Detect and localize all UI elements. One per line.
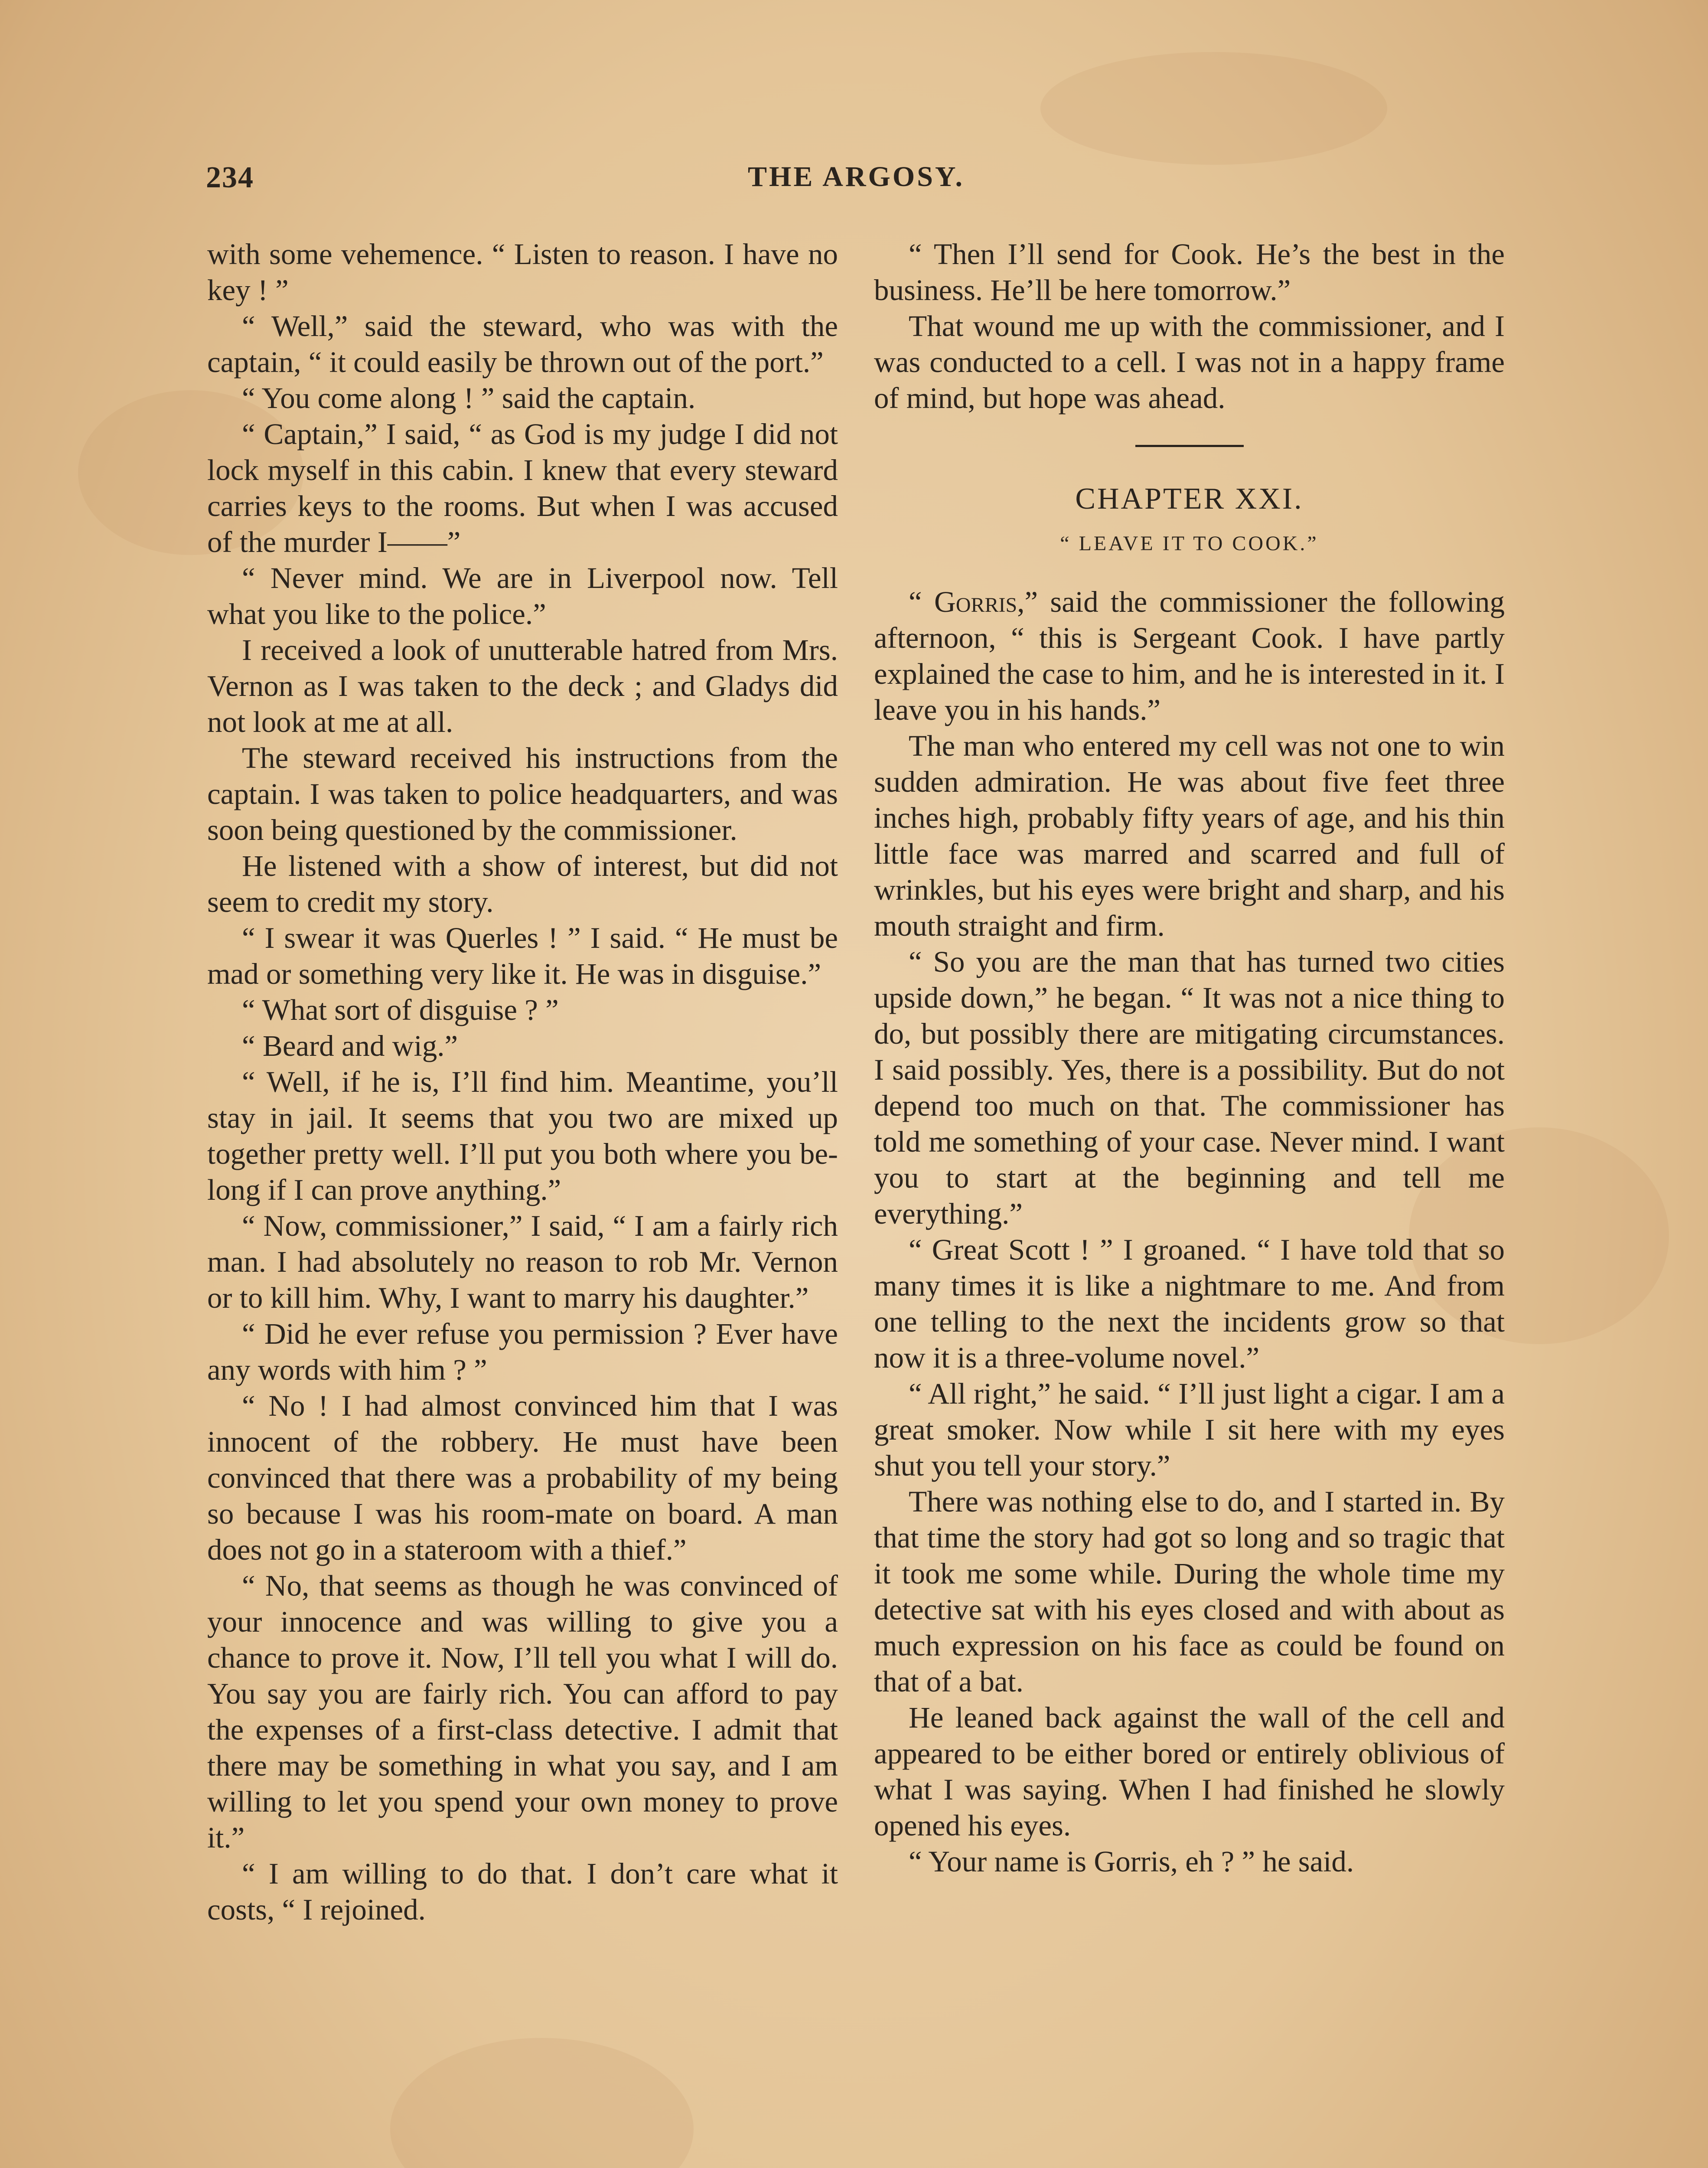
paragraph: “ No ! I had almost convinced him that I was innocent of the robbery. He must have been convinced that there was a probability of my being so because I was his room-mate on board. A man does not go in a stateroom with a thief.” <box>207 1389 838 1566</box>
paragraph: “ Captain,” I said, “ as God is my judge I did not lock myself in this cabin. I knew that every steward carries keys to the rooms. But when I was accused of the murder I——” <box>207 418 838 558</box>
paragraph <box>874 584 1505 728</box>
paragraph: “ Did he ever refuse you permission ? Ever have any words with him ? ” <box>207 1317 838 1386</box>
paragraph: “ So you are the man that has turned two cities upside down,” he began. “ It was not a nice thing to do, but possibly there are mitigating circumstances. I said possibly. Yes, there is a possibility. But do not depend too much on that. The commissioner has told me something of your case. Never mind. I want you to start at the beginning and tell me everything.” <box>874 945 1505 1230</box>
paragraph: “ Well,” said the steward, who was with the captain, “ it could easily be thrown out of the port.” <box>207 310 838 379</box>
running-title: THE ARGOSY. <box>747 161 965 193</box>
paragraph: “ What sort of disguise ? ” <box>242 993 559 1026</box>
paragraph: “ I swear it was Querles ! ” I said. “ He must be mad or something very like it. He was in disguise.” <box>207 921 838 990</box>
paper-stain <box>390 2038 694 2168</box>
right-column <box>874 236 1505 1880</box>
speaker-name: Gorris <box>934 585 1017 618</box>
paragraph: with some vehemence. “ Listen to reason. I have no key ! ” <box>207 238 838 307</box>
paragraph: “ I am willing to do that. I don’t care what it costs, “ I rejoined. <box>207 1857 838 1926</box>
paragraph: “ Now, commissioner,” I said, “ I am a fairly rich man. I had absolutely no reason to rob Mr. Vernon or to kill him. Why, I want to marry his daughter.” <box>207 1209 838 1314</box>
paper-stain <box>1040 52 1387 165</box>
page-number: 234 <box>206 161 254 194</box>
paragraph: “ Never mind. We are in Liverpool now. Tell what you like to the police.” <box>207 562 838 630</box>
paragraph: He leaned back against the wall of the cell and appeared to be either bored or entirely oblivious of what I was saying. When I had finished he slowly opened his eyes. <box>874 1701 1505 1842</box>
chapter-title: CHAPTER XXI. <box>1075 482 1304 516</box>
page-header <box>206 160 1506 217</box>
quote-open: “ <box>909 585 934 618</box>
left-column <box>207 236 838 1928</box>
paragraph-text: ,” said the commissioner the following afternoon, “ this is Sergeant Cook. I have partly explained the case to him, and he is interested in it. I leave you in his hands.” <box>874 585 1505 726</box>
paragraph: That wound me up with the commissioner, and I was conducted to a cell. I was not in a happy frame of mind, but hope was ahead. <box>874 310 1505 415</box>
paragraph: The steward received his instructions from the captain. I was taken to police headquarters, and was soon being questioned by the commissioner. <box>207 741 838 846</box>
chapter-subtitle: “ LEAVE IT TO COOK.” <box>1060 532 1319 555</box>
paragraph: I received a look of unutterable hatred from Mrs. Vernon as I was taken to the deck ; and Gladys did not look at me at all. <box>207 633 838 738</box>
paragraph: The man who entered my cell was not one to win sudden admiration. He was about five feet three inches high, probably fifty years of age, and his thin little face was marred and scarred and full of wrinkles, but his eyes were bright and sharp, and his mouth straight and firm. <box>874 729 1505 942</box>
paragraph: “ No, that seems as though he was convinced of your innocence and was willing to give you a chance to prove it. Now, I’ll tell you what I will do. You say you are fairly rich. You can afford to pay the expenses of a first-class detective. I admit that there may be something in what you say, and I am willing to let you spend your own money to prove it.” <box>207 1569 838 1854</box>
paragraph: There was nothing else to do, and I started in. By that time the story had got so long and so tragic that it took me some while. During the whole time my detective sat with his eyes closed and with about as much expression on his face as could be found on that of a bat. <box>874 1485 1505 1698</box>
paragraph: “ Then I’ll send for Cook. He’s the best in the business. He’ll be here tomorrow.” <box>874 238 1505 307</box>
paragraph: “ Beard and wig.” <box>242 1029 458 1062</box>
paragraph: “ Great Scott ! ” I groaned. “ I have told that so many times it is like a nightmare to me. And from one telling to the next the incidents grow so that now it is a three-volume novel.” <box>874 1233 1505 1374</box>
paragraph: “ Well, if he is, I’ll find him. Meantime, you’ll stay in jail. It seems that you two are mixed up together pretty well. I’ll put you both where you belong if I can prove anything.” <box>207 1065 838 1206</box>
section-divider <box>1135 445 1244 447</box>
paragraph: “ All right,” he said. “ I’ll just light a cigar. I am a great smoker. Now while I sit here with my eyes shut you tell your story.” <box>874 1377 1505 1482</box>
paragraph: “ You come along ! ” said the captain. <box>242 382 696 415</box>
paragraph: “ Your name is Gorris, eh ? ” he said. <box>909 1845 1354 1878</box>
paragraph: He listened with a show of interest, but did not seem to credit my story. <box>207 849 838 918</box>
